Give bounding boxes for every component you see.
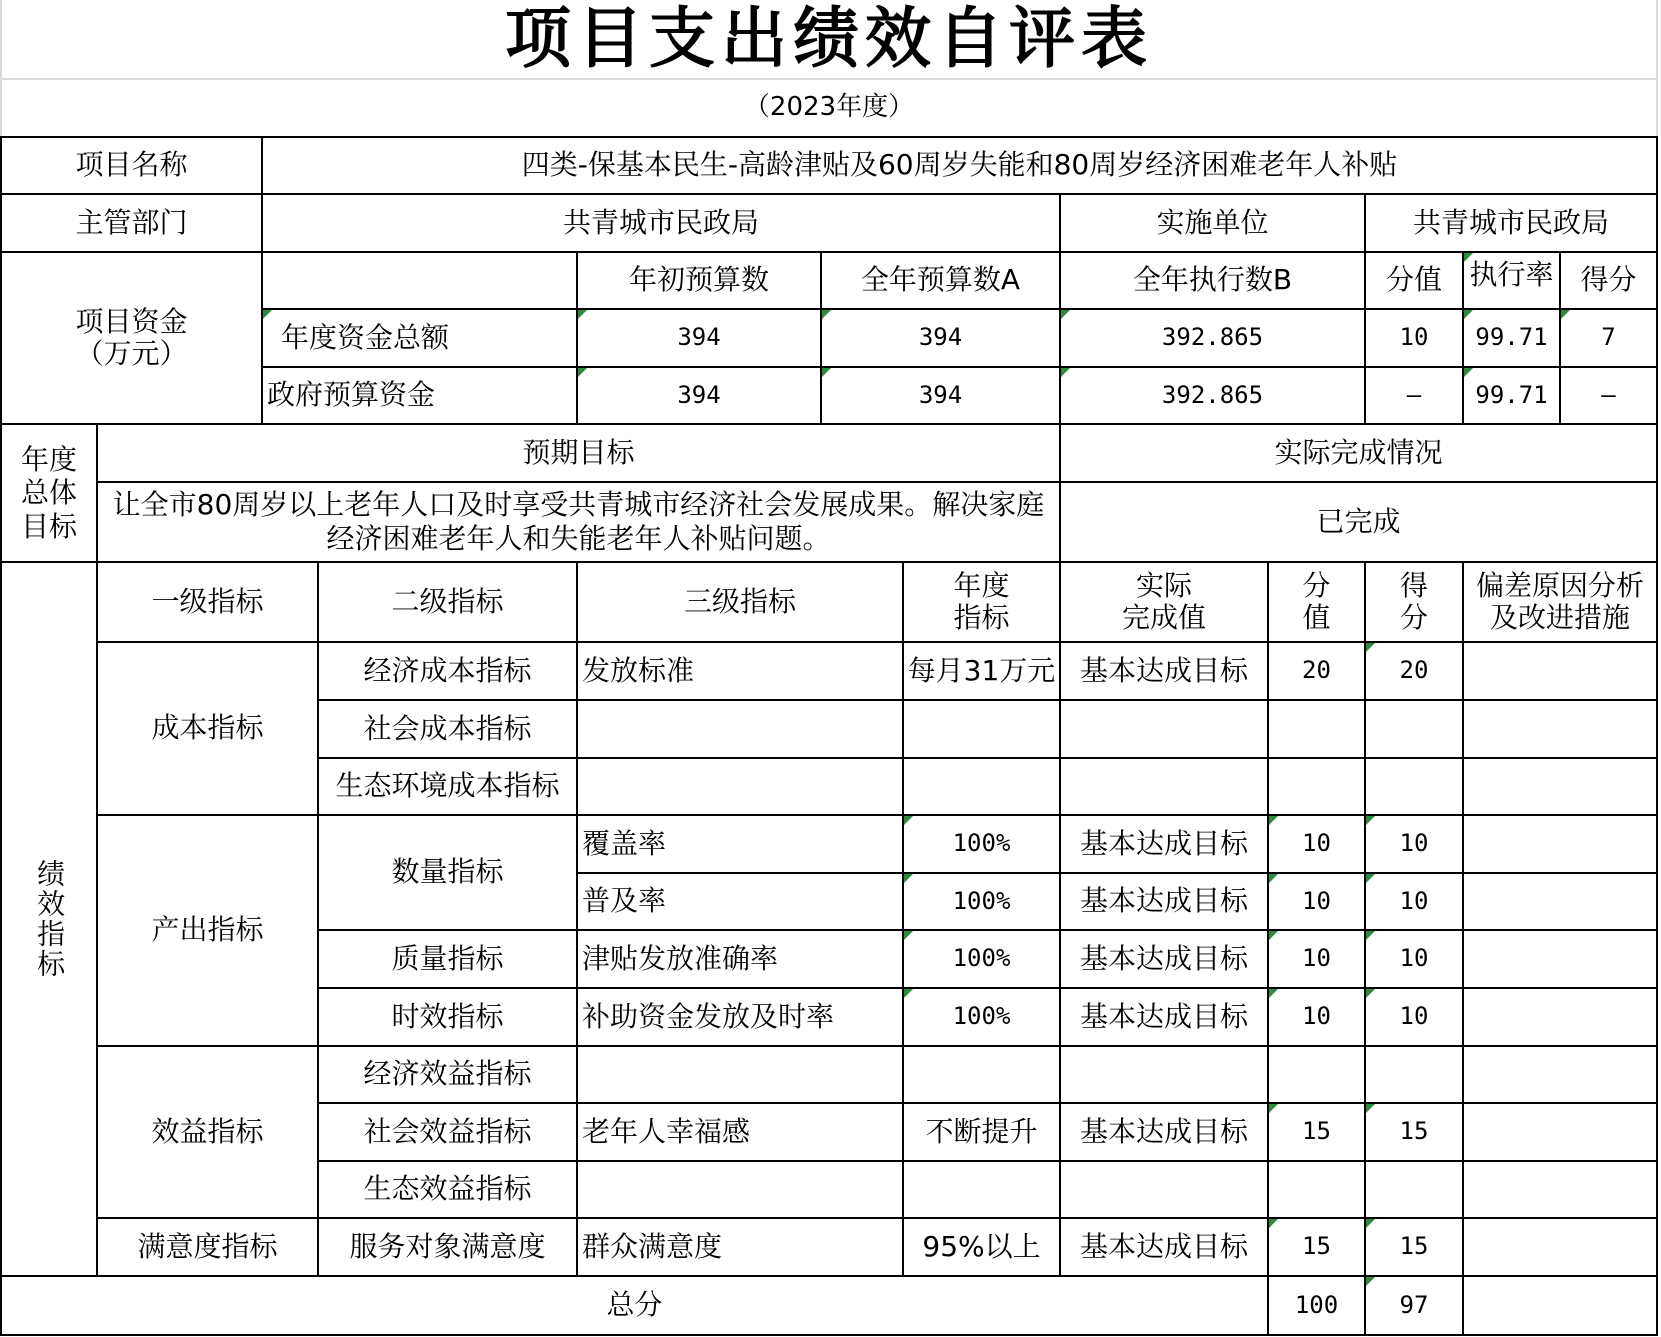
actual-cell: 基本达成目标: [1079, 941, 1248, 975]
cell-flag-icon: [1464, 310, 1473, 319]
cell-flag-icon: [1366, 816, 1375, 825]
target-cell: 不断提升: [925, 1114, 1038, 1148]
level3-cell: 发放标准: [582, 653, 695, 687]
funds-gov-score: —: [1601, 380, 1616, 409]
funds-gov-label: 政府预算资金: [267, 378, 436, 412]
annual-goal-label-line2: 总体: [20, 476, 77, 510]
cell-flag-icon: [1366, 643, 1375, 652]
target-cell: 100%: [952, 829, 1011, 858]
annual-goal-label: [2, 425, 96, 561]
actual-cell: 基本达成目标: [1079, 999, 1248, 1033]
cell-flag-icon: [263, 310, 272, 319]
level2-quantity: 数量指标: [391, 855, 504, 889]
implementer-label: 实施单位: [1156, 205, 1269, 239]
hdr-points-line2: 值: [1302, 601, 1331, 634]
level2-economic-benefit: 经济效益指标: [363, 1057, 532, 1091]
cell-flag-icon: [1366, 1219, 1375, 1228]
actual-cell: 基本达成目标: [1079, 826, 1248, 860]
project-name-label: 项目名称: [75, 148, 188, 182]
hdr-deviation-line2: 及改进措施: [1489, 601, 1630, 634]
score-cell: 15: [1399, 1117, 1429, 1146]
cell-flag-icon: [1061, 368, 1070, 377]
project-name-value: 四类-保基本民生-高龄津贴及60周岁失能和80周岁经济困难老年人补贴: [521, 148, 1398, 182]
expected-goal-header: 预期目标: [522, 435, 635, 469]
target-cell: 每月31万元: [907, 653, 1056, 687]
funds-gov-points: —: [1406, 380, 1422, 409]
target-cell: 100%: [952, 944, 1011, 973]
score-cell: 20: [1399, 656, 1429, 685]
cell-flag-icon: [1464, 368, 1473, 377]
cell-flag-icon: [1366, 931, 1375, 940]
cell-flag-icon: [1269, 816, 1278, 825]
total-score: 97: [1399, 1290, 1429, 1319]
cell-flag-icon: [822, 368, 831, 377]
actual-completion-text: 已完成: [1316, 504, 1401, 538]
level2-service-satisfaction: 服务对象满意度: [349, 1229, 546, 1263]
target-cell: 100%: [952, 1002, 1011, 1031]
col-annual-execution: 全年执行数B: [1132, 263, 1293, 297]
hdr-annual-target: [904, 563, 1059, 641]
funds-label-line2: （万元）: [75, 337, 188, 370]
funds-gov-rate: 99.71: [1475, 380, 1548, 409]
level2-quality: 质量指标: [391, 941, 504, 975]
funds-total-execution: 392.865: [1161, 323, 1264, 352]
cell-flag-icon: [578, 368, 587, 377]
total-label: 总分: [606, 1288, 663, 1322]
hdr-score-line2: 分: [1399, 601, 1428, 634]
level2-social-cost: 社会成本指标: [363, 711, 532, 745]
level1-benefit: 效益指标: [151, 1114, 264, 1148]
score-cell: 10: [1399, 944, 1429, 973]
funds-total-score: 7: [1601, 323, 1616, 352]
cell-flag-icon: [1269, 989, 1278, 998]
score-cell: 10: [1399, 1002, 1429, 1031]
level2-eco-benefit: 生态效益指标: [363, 1172, 532, 1206]
level2-timeliness: 时效指标: [391, 999, 504, 1033]
implementer-value: 共青城市民政局: [1412, 205, 1609, 239]
cell-flag-icon: [904, 989, 913, 998]
actual-cell: 基本达成目标: [1079, 1229, 1248, 1263]
points-cell: 10: [1302, 1002, 1331, 1031]
department-label: 主管部门: [75, 205, 188, 239]
hdr-deviation: [1464, 563, 1656, 641]
page-title: 项目支出绩效自评表: [505, 0, 1153, 78]
col-initial-budget: 年初预算数: [628, 263, 769, 297]
level3-cell: 老年人幸福感: [582, 1114, 751, 1148]
performance-indicators-label: 绩效指标: [33, 859, 67, 979]
level1-satisfaction: 满意度指标: [137, 1229, 278, 1263]
cell-flag-icon: [1561, 310, 1570, 319]
funds-total-initial: 394: [677, 323, 721, 352]
department-value: 共青城市民政局: [562, 205, 759, 239]
hdr-score: [1366, 563, 1462, 641]
cell-flag-icon: [1269, 931, 1278, 940]
cell-flag-icon: [904, 816, 913, 825]
funds-gov-annual: 394: [918, 380, 963, 409]
actual-completion-header: 实际完成情况: [1274, 435, 1443, 469]
actual-cell: 基本达成目标: [1079, 884, 1248, 918]
col-execution-rate: 执行率: [1469, 258, 1554, 291]
funds-total-points: 10: [1399, 323, 1429, 352]
col-points: 分值: [1385, 263, 1442, 297]
points-cell: 10: [1302, 829, 1331, 858]
cell-flag-icon: [1366, 1104, 1375, 1113]
level3-cell: 覆盖率: [582, 826, 667, 860]
col-score: 得分: [1580, 263, 1637, 297]
hdr-actual-value-line1: 实际: [1135, 568, 1192, 602]
funds-gov-initial: 394: [677, 380, 721, 409]
cell-flag-icon: [822, 310, 831, 319]
funds-total-label: 年度资金总额: [281, 320, 450, 354]
annual-goal-label-line3: 目标: [20, 509, 77, 543]
target-cell: 100%: [952, 886, 1011, 915]
score-cell: 10: [1399, 829, 1429, 858]
points-cell: 10: [1302, 944, 1331, 973]
level3-cell: 补助资金发放及时率: [582, 999, 835, 1033]
level3-cell: 普及率: [582, 884, 667, 918]
total-points: 100: [1294, 1290, 1339, 1319]
funds-label: [2, 253, 261, 423]
hdr-score-line1: 得: [1399, 568, 1428, 602]
cell-flag-icon: [578, 310, 587, 319]
score-cell: 10: [1399, 886, 1429, 915]
cell-flag-icon: [1269, 874, 1278, 883]
points-cell: 15: [1302, 1117, 1331, 1146]
actual-cell: 基本达成目标: [1079, 653, 1248, 687]
level1-cost: 成本指标: [151, 711, 264, 745]
hdr-deviation-line1: 偏差原因分析: [1475, 568, 1644, 602]
cell-flag-icon: [1366, 874, 1375, 883]
funds-total-rate: 99.71: [1475, 323, 1548, 352]
hdr-points: [1269, 563, 1364, 641]
hdr-level2: 二级指标: [391, 584, 504, 618]
expected-goal-text: 让全市80周岁以上老年人口及时享受共青城市经济社会发展成果。解决家庭经济困难老年人和失能老年人补贴问题。: [112, 488, 1045, 555]
target-cell: 95%以上: [922, 1229, 1041, 1263]
hdr-points-line1: 分: [1302, 568, 1331, 602]
points-cell: 20: [1302, 656, 1331, 685]
hdr-actual-value-line2: 完成值: [1121, 601, 1206, 634]
funds-total-annual: 394: [918, 323, 963, 352]
annual-goal-label-line1: 年度: [20, 442, 77, 476]
page-subtitle: （2023年度）: [743, 92, 915, 123]
hdr-annual-target-line1: 年度: [953, 568, 1010, 602]
level2-economic-cost: 经济成本指标: [363, 653, 532, 687]
points-cell: 15: [1302, 1232, 1331, 1261]
cell-flag-icon: [904, 931, 913, 940]
actual-cell: 基本达成目标: [1079, 1114, 1248, 1148]
level2-eco-env-cost: 生态环境成本指标: [335, 769, 560, 803]
level3-cell: 津贴发放准确率: [582, 941, 779, 975]
score-cell: 15: [1399, 1232, 1429, 1261]
level1-output: 产出指标: [151, 913, 264, 947]
hdr-level1: 一级指标: [151, 584, 264, 618]
cell-flag-icon: [1464, 253, 1473, 262]
cell-flag-icon: [1269, 1219, 1278, 1228]
cell-flag-icon: [904, 874, 913, 883]
cell-flag-icon: [1269, 1104, 1278, 1113]
hdr-annual-target-line2: 指标: [953, 601, 1010, 634]
funds-gov-execution: 392.865: [1161, 380, 1264, 409]
cell-flag-icon: [1366, 989, 1375, 998]
level2-social-benefit: 社会效益指标: [363, 1114, 532, 1148]
cell-flag-icon: [1061, 310, 1070, 319]
points-cell: 10: [1302, 886, 1331, 915]
level3-cell: 群众满意度: [582, 1229, 723, 1263]
hdr-actual-value: [1061, 563, 1267, 641]
cell-flag-icon: [1366, 1277, 1375, 1286]
hdr-level3: 三级指标: [683, 584, 796, 618]
col-annual-budget: 全年预算数A: [860, 263, 1021, 297]
funds-label-line1: 项目资金: [75, 304, 188, 338]
